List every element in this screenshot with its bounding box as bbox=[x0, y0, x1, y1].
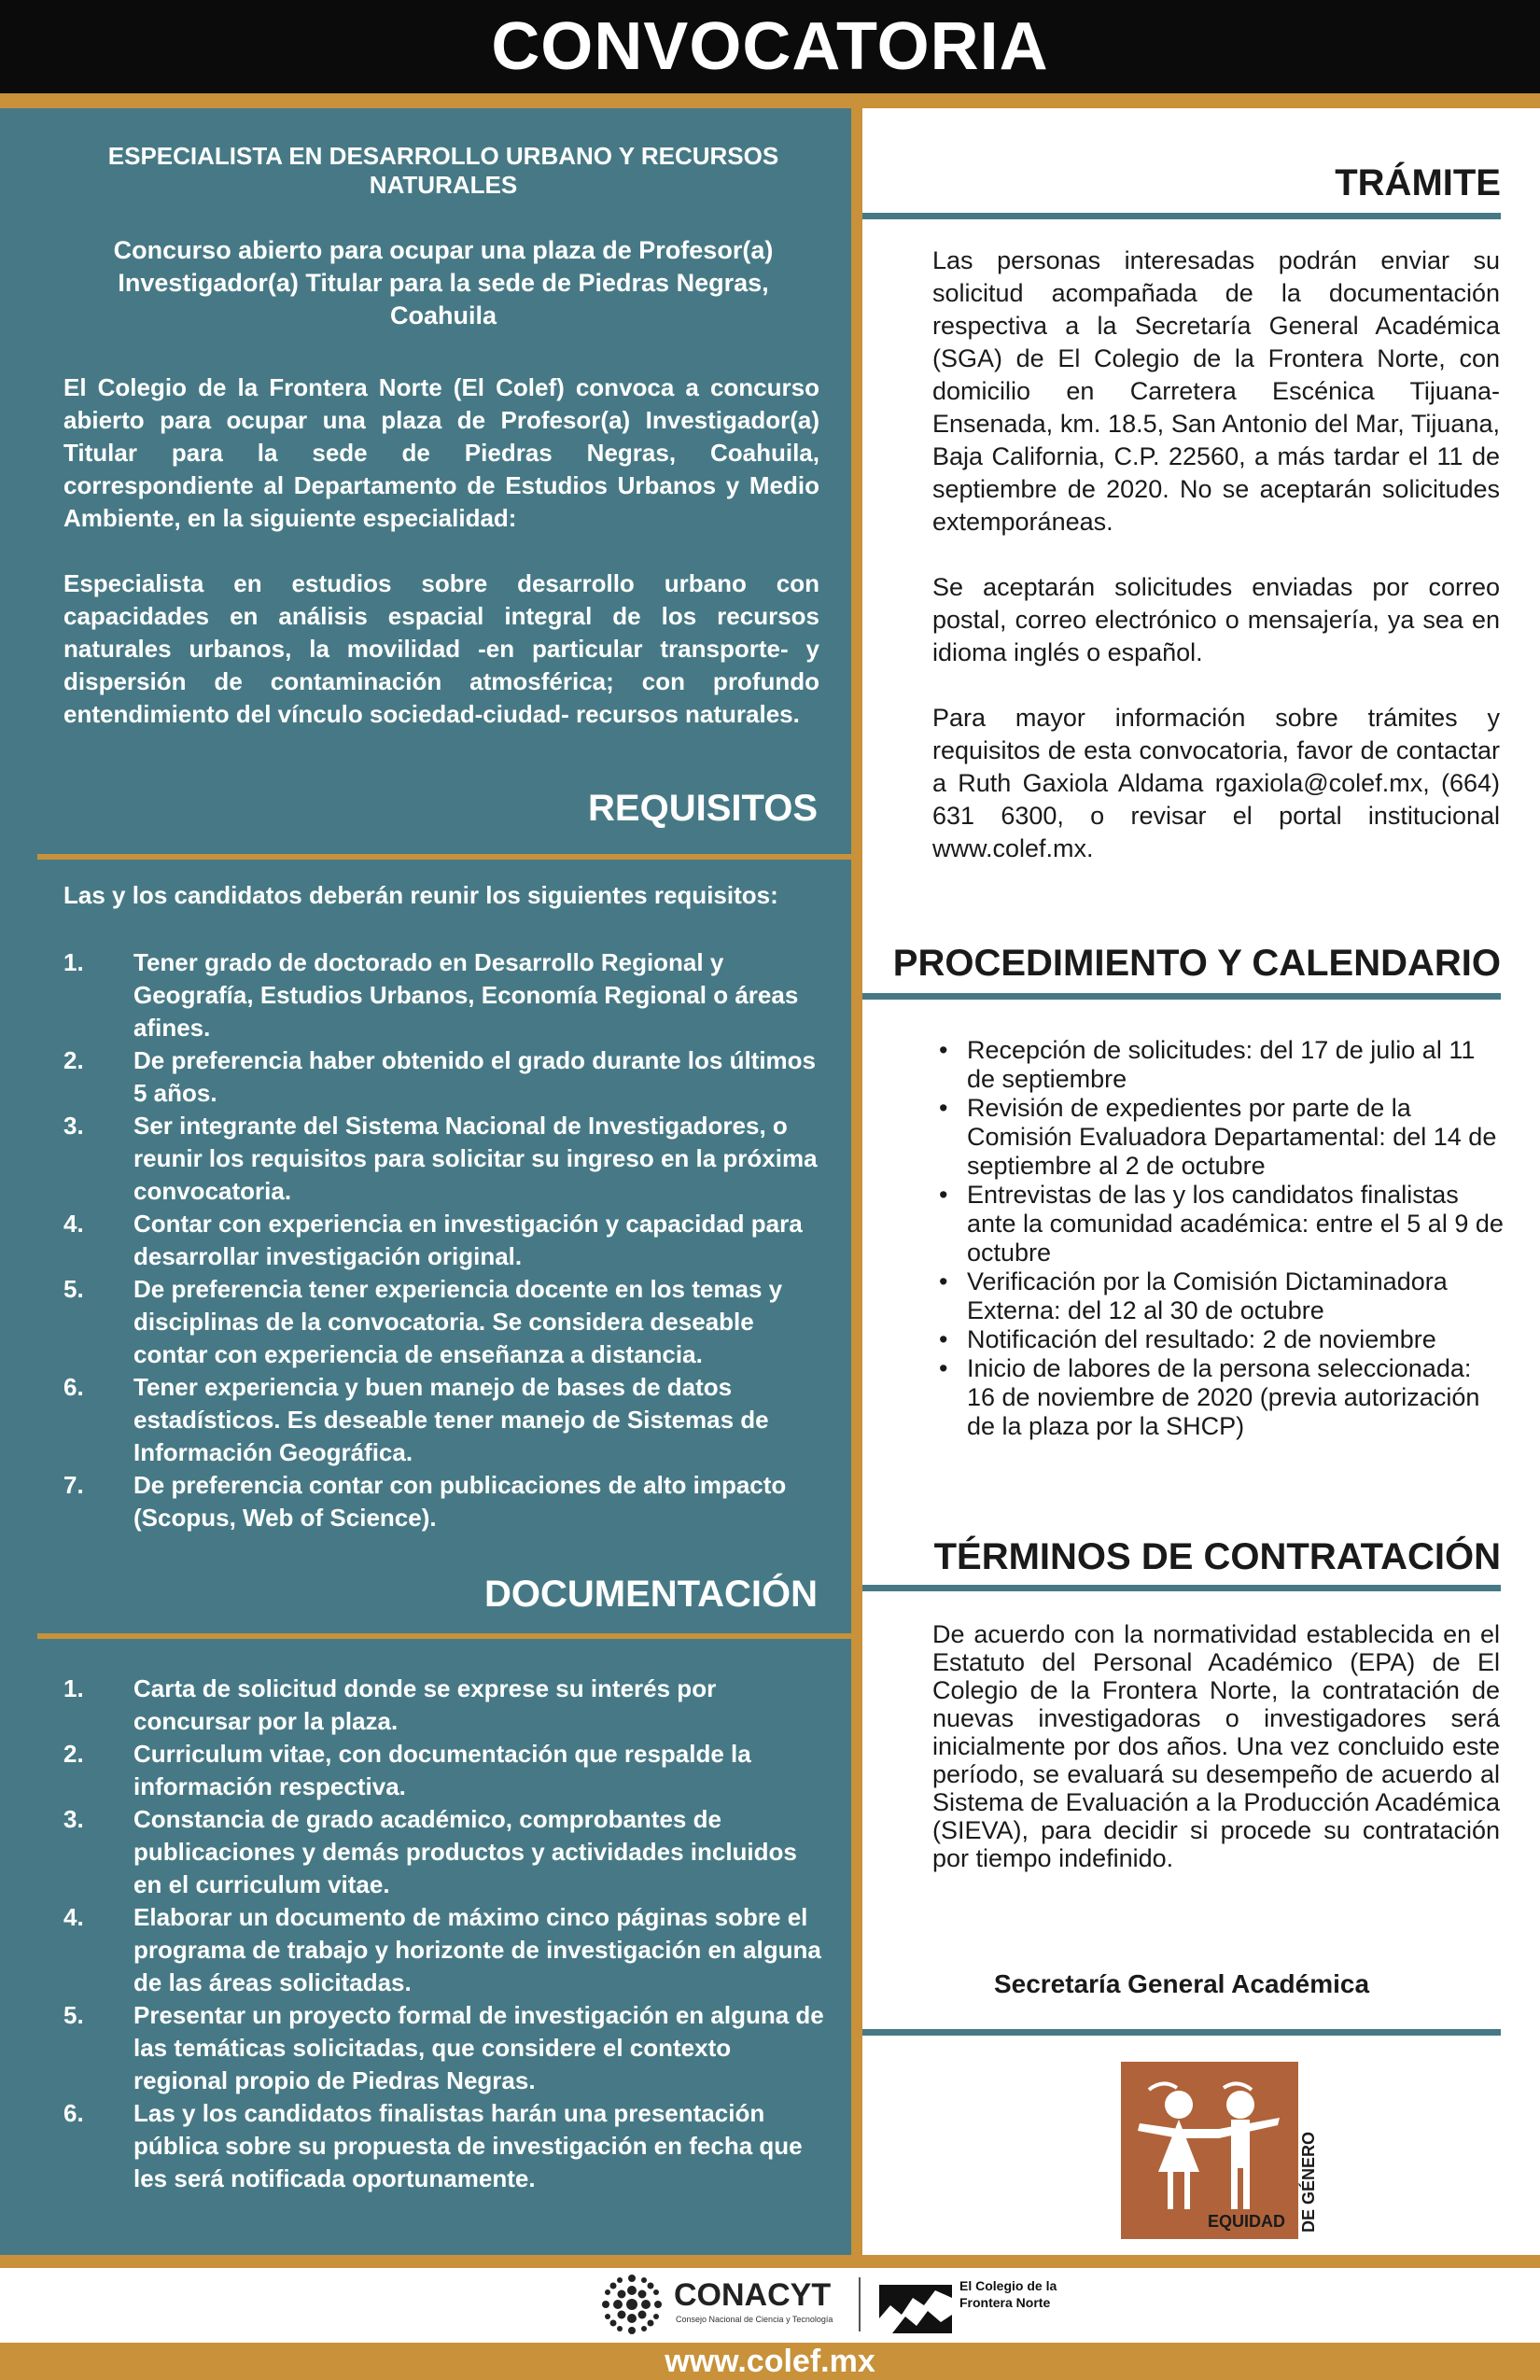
list-item: 4. Contar con experiencia en investigación y capacidad para desarrollar investigación original. bbox=[63, 1210, 803, 1270]
footer-url-bar bbox=[0, 2343, 1540, 2380]
left-panel bbox=[0, 108, 862, 2255]
list-item: • Entrevistas de las y los candidatos finalistas ante la comunidad académica: entre el 5 al 9 de octubre bbox=[939, 1181, 1504, 1267]
tramite-paragraph-1: Las personas interesadas podrán enviar su solicitud acompañada de la documentación respectiva a la Secretaría General Académica (SGA) de El Colegio de la Frontera Norte, con domicilio en Carretera Escénica Tijuana-Ensenada, km. 18.5, San Antonio del Mar, Tijuana, Baja California, C.P. 22560, a más tardar el 11 de septiembre de 2020. No se aceptarán solicitudes extemporáneas. bbox=[932, 246, 1500, 536]
list-item: 5. Presentar un proyecto formal de investigación en alguna de las temáticas solicitadas, que considere el contexto regional propio de Piedras Negras. bbox=[63, 2001, 824, 2094]
header-banner bbox=[0, 0, 1540, 93]
list-item: • Recepción de solicitudes: del 17 de julio al 11 de septiembre bbox=[939, 1036, 1476, 1093]
calendario-list bbox=[939, 1036, 1504, 1441]
list-item: 3. Constancia de grado académico, comprobantes de publicaciones y demás productos y actividades incluidos en el curriculum vitae. bbox=[63, 1805, 797, 1898]
list-item: • Inicio de labores de la persona seleccionada: 16 de noviembre de 2020 (previa autorización de la plaza por la SHCP) bbox=[939, 1354, 1480, 1440]
requisitos-divider bbox=[37, 854, 851, 860]
equity-label: EQUIDAD bbox=[1208, 2212, 1286, 2231]
requisitos-list bbox=[63, 946, 829, 1534]
terminos-heading: TÉRMINOS DE CONTRATACIÓN bbox=[933, 1536, 1501, 1577]
tramite-heading: TRÁMITE bbox=[1335, 162, 1501, 203]
terminos-paragraph: De acuerdo con la normatividad establecida en el Estatuto del Personal Académico (EPA) de El Colegio de la Frontera Norte, la contratación de nuevas investigadoras o investigadores será inicialmente por dos años. Una vez concluido este período, se evaluará su desempeño de acuerdo al Sistema de Evaluación a la Producción Académica (SIEVA), para decidir si procede su contratación por tiempo indefinido. bbox=[932, 1620, 1500, 1872]
documentacion-list bbox=[63, 1673, 829, 2195]
equity-vertical-label: DE GÉNERO bbox=[1299, 2131, 1318, 2233]
list-item: 1. Carta de solicitud donde se exprese su interés por concursar por la plaza. bbox=[63, 1674, 717, 1735]
list-item: 5. De preferencia tener experiencia docente en los temas y disciplinas de la convocatoria. Se considera deseable contar con experiencia de enseñanza a distancia. bbox=[63, 1275, 783, 1368]
header-divider bbox=[0, 93, 1540, 108]
documentacion-heading: DOCUMENTACIÓN bbox=[483, 1574, 818, 1615]
footer-logo-separator bbox=[859, 2277, 861, 2331]
signature: Secretaría General Académica bbox=[993, 1969, 1370, 1998]
terminos-divider bbox=[862, 1585, 1501, 1591]
colef-name: El Colegio de la Frontera Norte bbox=[959, 2278, 1057, 2310]
documentacion-divider bbox=[37, 1633, 851, 1639]
page-title: CONVOCATORIA bbox=[491, 9, 1049, 84]
list-item: 6. Las y los candidatos finalistas harán una presentación pública sobre su propuesta de investigación en fecha que les será notificada oportunamente. bbox=[63, 2099, 803, 2192]
requisitos-intro: Las y los candidatos deberán reunir los siguientes requisitos: bbox=[63, 881, 778, 909]
conacyt-name: CONACYT bbox=[674, 2277, 832, 2313]
right-column bbox=[862, 108, 1540, 2255]
tramite-paragraph-2: Se aceptarán solicitudes enviadas por correo postal, correo electrónico o mensajería, ya sea en idioma inglés o español. bbox=[932, 573, 1500, 666]
specialty-title: ESPECIALISTA EN DESARROLLO URBANO Y RECURSOS NATURALES bbox=[107, 142, 779, 199]
contest-subtitle: Concurso abierto para ocupar una plaza de Profesor(a) Investigador(a) Titular para la sede de Piedras Negras, Coahuila bbox=[113, 236, 774, 329]
list-item: 6. Tener experiencia y buen manejo de bases de datos estadísticos. Es deseable tener manejo de Sistemas de Información Geográfica. bbox=[63, 1373, 769, 1466]
list-item: 7. De preferencia contar con publicaciones de alto impacto (Scopus, Web of Science). bbox=[63, 1471, 787, 1532]
website-link[interactable]: www.colef.mx bbox=[665, 2343, 875, 2379]
list-item: • Notificación del resultado: 2 de noviembre bbox=[939, 1325, 1436, 1353]
tramite-paragraph-3: Para mayor información sobre trámites y requisitos de esta convocatoria, favor de contactar a Ruth Gaxiola Aldama rgaxiola@colef.mx, (664) 631 6300, o revisar el portal institucional www.colef.mx. bbox=[932, 704, 1500, 862]
list-item: 2. De preferencia haber obtenido el grado durante los últimos 5 años. bbox=[63, 1046, 817, 1107]
list-item: 2. Curriculum vitae, con documentación que respalde la información respectiva. bbox=[63, 1740, 751, 1800]
list-item: 1. Tener grado de doctorado en Desarrollo Regional y Geografía, Estudios Urbanos, Economía Regional o áreas afines. bbox=[63, 948, 799, 1042]
list-item: • Revisión de expedientes por parte de la Comisión Evaluadora Departamental: del 14 de septiembre al 2 de octubre bbox=[939, 1094, 1497, 1180]
specialty-paragraph: Especialista en estudios sobre desarrollo urbano con capacidades en análisis espacial integral de los recursos naturales urbanos, la movilidad -en particular transporte- y dispersión de contaminación atmosférica; con profundo entendimiento del vínculo sociedad-ciudad- recursos naturales. bbox=[63, 569, 819, 728]
conacyt-subtitle: Consejo Nacional de Ciencia y Tecnología bbox=[676, 2315, 833, 2324]
list-item: 3. Ser integrante del Sistema Nacional de Investigadores, o reunir los requisitos para solicitar su ingreso en la próxima convocatoria. bbox=[63, 1112, 818, 1205]
tramite-divider bbox=[862, 213, 1501, 219]
list-item: • Verificación por la Comisión Dictaminadora Externa: del 12 al 30 de octubre bbox=[939, 1267, 1448, 1324]
signature-divider bbox=[862, 2029, 1501, 2036]
footer-divider bbox=[0, 2255, 1540, 2268]
list-item: 4. Elaborar un documento de máximo cinco páginas sobre el programa de trabajo y horizonte de investigación en alguna de las áreas solicitadas. bbox=[63, 1903, 821, 1996]
colef-logo-icon bbox=[879, 2277, 952, 2333]
procedimiento-divider bbox=[862, 993, 1501, 1000]
intro-paragraph: El Colegio de la Frontera Norte (El Colef) convoca a concurso abierto para ocupar una plaza de Profesor(a) Investigador(a) Titular para la sede de Piedras Negras, Coahuila, correspondiente al Departamento de Estudios Urbanos y Medio Ambiente, en la siguiente especialidad: bbox=[63, 373, 819, 532]
conacyt-logo-icon bbox=[599, 2272, 665, 2337]
procedimiento-heading: PROCEDIMIENTO Y CALENDARIO bbox=[892, 943, 1501, 984]
requisitos-heading: REQUISITOS bbox=[588, 788, 818, 829]
